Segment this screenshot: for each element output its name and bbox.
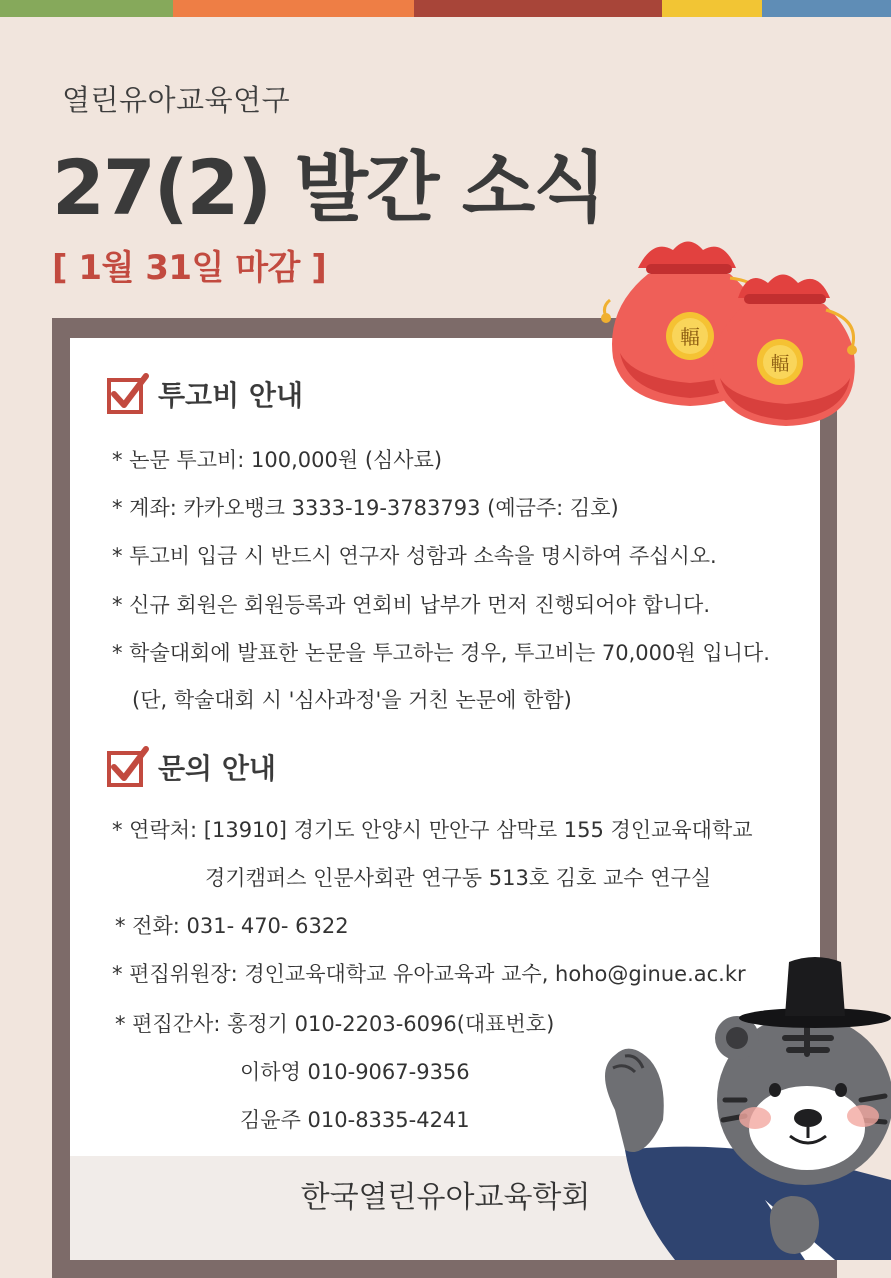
contact-line: 김윤주 010-8335-4241 bbox=[240, 1108, 470, 1132]
fee-line: * 학술대회에 발표한 논문을 투고하는 경우, 투고비는 70,000원 입니다. bbox=[112, 641, 770, 665]
section-contact-header bbox=[106, 745, 276, 789]
stripe-blue bbox=[762, 0, 891, 17]
tiger-mascot-icon bbox=[595, 950, 891, 1260]
lucky-pouch-icon bbox=[598, 228, 858, 433]
deadline-badge: [ 1월 31일 마감 ] bbox=[52, 248, 327, 288]
section-fee-title: 투고비 안내 bbox=[158, 379, 303, 412]
fee-line: (단, 학술대회 시 '심사과정'을 거친 논문에 한함) bbox=[132, 688, 572, 712]
stripe-orange bbox=[173, 0, 414, 17]
org-title: 열린유아교육연구 bbox=[62, 83, 291, 117]
contact-line: * 편집간사: 홍정기 010-2203-6096(대표번호) bbox=[115, 1012, 555, 1036]
stripe-yellow bbox=[662, 0, 762, 17]
section-fee-header bbox=[106, 372, 303, 416]
section-contact-title: 문의 안내 bbox=[158, 752, 276, 785]
contact-line: * 전화: 031- 470- 6322 bbox=[115, 914, 349, 938]
stripe-green bbox=[0, 0, 173, 17]
fee-line: * 논문 투고비: 100,000원 (심사료) bbox=[112, 448, 443, 472]
top-color-stripe bbox=[0, 0, 891, 17]
fee-line: * 신규 회원은 회원등록과 연회비 납부가 먼저 진행되어야 합니다. bbox=[112, 593, 711, 617]
contact-line: * 연락처: [13910] 경기도 안양시 만안구 삼막로 155 경인교육대학교 bbox=[112, 818, 753, 842]
fee-line: * 투고비 입금 시 반드시 연구자 성함과 소속을 명시하여 주십시오. bbox=[112, 544, 717, 568]
pouch-glyph: 輻 bbox=[770, 353, 790, 375]
fee-line: * 계좌: 카카오뱅크 3333-19-3783793 (예금주: 김호) bbox=[112, 496, 619, 520]
page-title: 27(2) 발간 소식 bbox=[52, 143, 605, 232]
contact-line: 이하영 010-9067-9356 bbox=[240, 1060, 470, 1084]
contact-line: * 편집위원장: 경인교육대학교 유아교육과 교수, hoho@ginue.ac.kr bbox=[112, 962, 746, 986]
stripe-red bbox=[414, 0, 662, 17]
checkbox-check-icon bbox=[106, 372, 150, 416]
pouch-glyph: 輻 bbox=[680, 325, 700, 349]
checkbox-check-icon bbox=[106, 745, 150, 789]
society-name: 한국열린유아교육학회 bbox=[300, 1180, 591, 1215]
contact-line: 경기캠퍼스 인문사회관 연구동 513호 김호 교수 연구실 bbox=[205, 866, 712, 890]
